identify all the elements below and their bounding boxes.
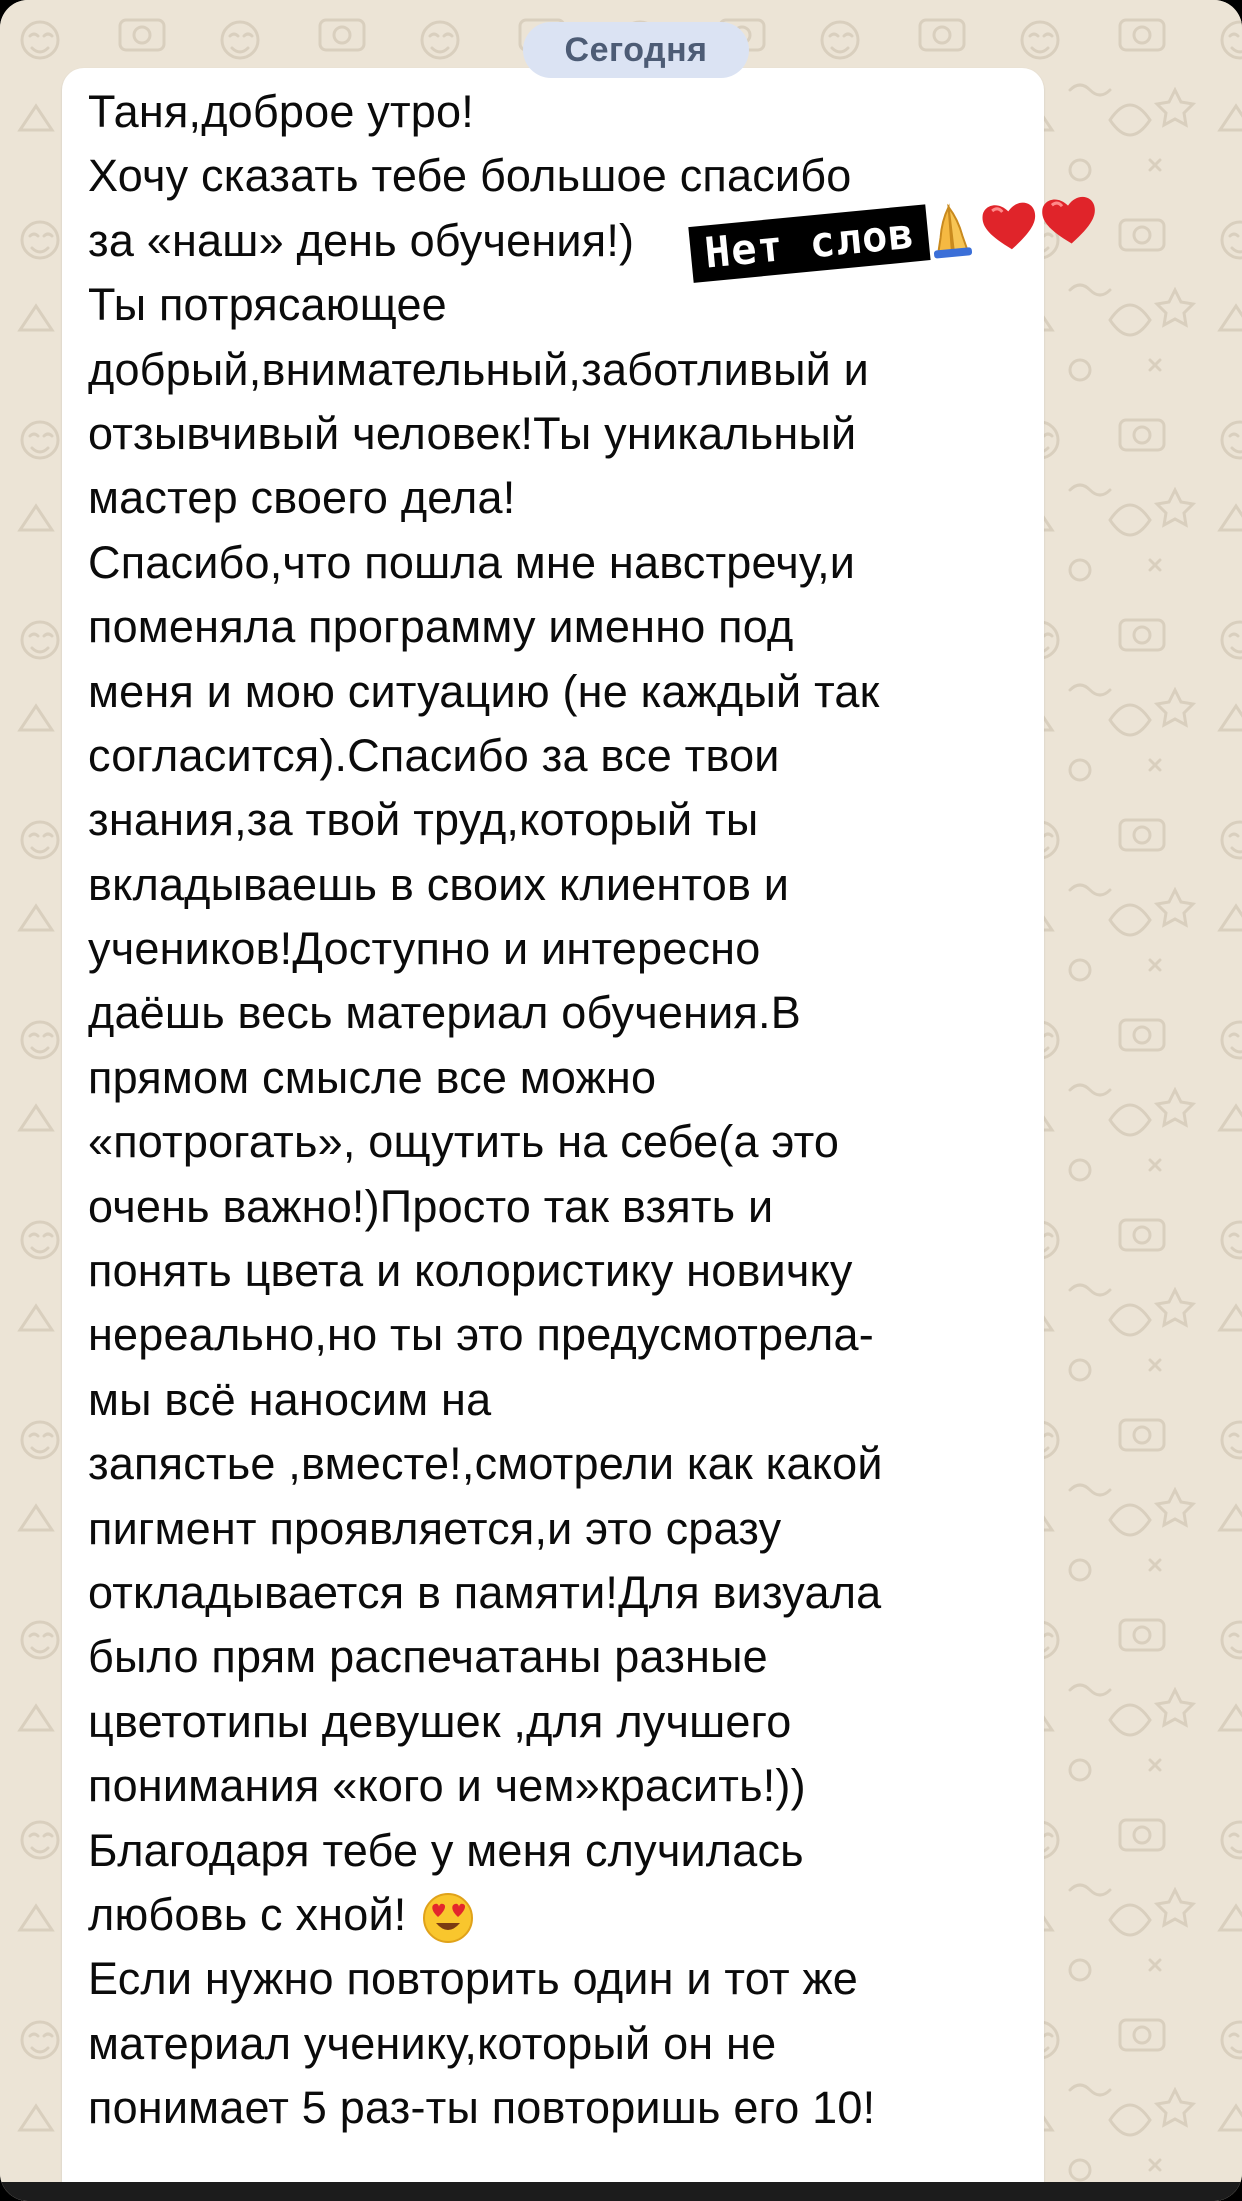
message-line — [88, 1046, 883, 1110]
message-line — [88, 1625, 883, 1689]
bottom-edge — [0, 2182, 1242, 2201]
message-line — [88, 1690, 883, 1754]
message-line — [88, 531, 883, 595]
message-line-text: понимания «кого и чем»красить!)) — [88, 1760, 806, 1812]
message-line-text: прямом смысле все можно — [88, 1051, 657, 1103]
message-line-text: за «наш» день обучения!) — [88, 214, 635, 266]
message-line-text: учеников!Доступно и интересно — [88, 923, 761, 975]
message-line — [88, 402, 883, 466]
message-line-text: отзывчивый человек!Ты уникальный — [88, 407, 857, 459]
message-line — [88, 660, 883, 724]
message-line-text: было прям распечатаны разные — [88, 1631, 768, 1683]
message-line — [88, 338, 883, 402]
message-text — [88, 80, 883, 2141]
message-line — [88, 2012, 883, 2076]
message-line — [88, 853, 883, 917]
message-line — [88, 273, 883, 337]
message-line — [88, 595, 883, 659]
red-heart-icon — [1037, 187, 1102, 250]
message-line-text: знания,за твой труд,который ты — [88, 794, 759, 846]
message-line — [88, 1239, 883, 1303]
message-line-text: откладывается в памяти!Для визуала — [88, 1566, 882, 1618]
message-line-text: нереально,но ты это предусмотрела- — [88, 1309, 874, 1361]
message-line-text: мы всё наносим на — [88, 1373, 492, 1425]
date-chip: Сегодня — [523, 22, 749, 78]
message-line-text: мастер своего дела! — [88, 472, 516, 524]
message-line-text: пигмент проявляется,и это сразу — [88, 1502, 782, 1554]
message-line-text: добрый,внимательный,заботливый и — [88, 343, 870, 395]
message-line — [88, 1303, 883, 1367]
message-line — [88, 1497, 883, 1561]
message-line-text: Спасибо,что пошла мне навстречу,и — [88, 536, 856, 588]
message-line — [88, 144, 883, 208]
message-line-text: понять цвета и колористику новичку — [88, 1245, 853, 1297]
message-line — [88, 1368, 883, 1432]
sticker-text: Нет слов — [688, 204, 931, 283]
message-line-text: поменяла программу именно под — [88, 601, 794, 653]
message-line — [88, 1110, 883, 1174]
message-line-text: Благодаря тебе у меня случилась — [88, 1824, 804, 1876]
message-line — [88, 466, 883, 530]
message-line-text: Если нужно повторить один и тот же — [88, 1953, 859, 2005]
red-heart-icon — [977, 193, 1042, 256]
message-line-text: понимает 5 раз-ты повторишь его 10! — [88, 2082, 876, 2134]
message-line-text: «потрогать», ощутить на себе(а это — [88, 1116, 840, 1168]
message-line-text: вкладываешь в своих клиентов и — [88, 858, 790, 910]
message-line-text: меня и мою ситуацию (не каждый так — [88, 665, 880, 717]
message-line — [88, 724, 883, 788]
message-line — [88, 2076, 883, 2140]
message-line — [88, 1819, 883, 1883]
message-line — [88, 1561, 883, 1625]
message-line-text: материал ученику,который он не — [88, 2017, 777, 2069]
message-line — [88, 80, 883, 144]
message-line — [88, 788, 883, 852]
folded-hands-icon — [919, 198, 982, 261]
message-line — [88, 981, 883, 1045]
message-line-text: согласится).Спасибо за все твои — [88, 729, 780, 781]
heart-eyes-icon — [421, 1891, 475, 1945]
message-line-text: цветотипы девушек ,для лучшего — [88, 1695, 792, 1747]
message-line — [88, 1432, 883, 1496]
message-line-text: Таня,доброе утро! — [88, 86, 474, 137]
message-line-text: Хочу сказать тебе большое спасибо — [88, 150, 852, 202]
message-line-text: запястье ,вместе!,смотрели как какой — [88, 1438, 883, 1490]
message-line-text: даёшь весь материал обучения.В — [88, 987, 801, 1039]
message-line-text: очень важно!)Просто так взять и — [88, 1180, 774, 1232]
message-line — [88, 917, 883, 981]
message-line — [88, 1754, 883, 1818]
message-line-text: Ты потрясающее — [88, 279, 447, 331]
message-line — [88, 1947, 883, 2011]
message-line — [88, 1175, 883, 1239]
message-line — [88, 1883, 883, 1947]
message-line-text: любовь с хной! — [88, 1888, 407, 1940]
